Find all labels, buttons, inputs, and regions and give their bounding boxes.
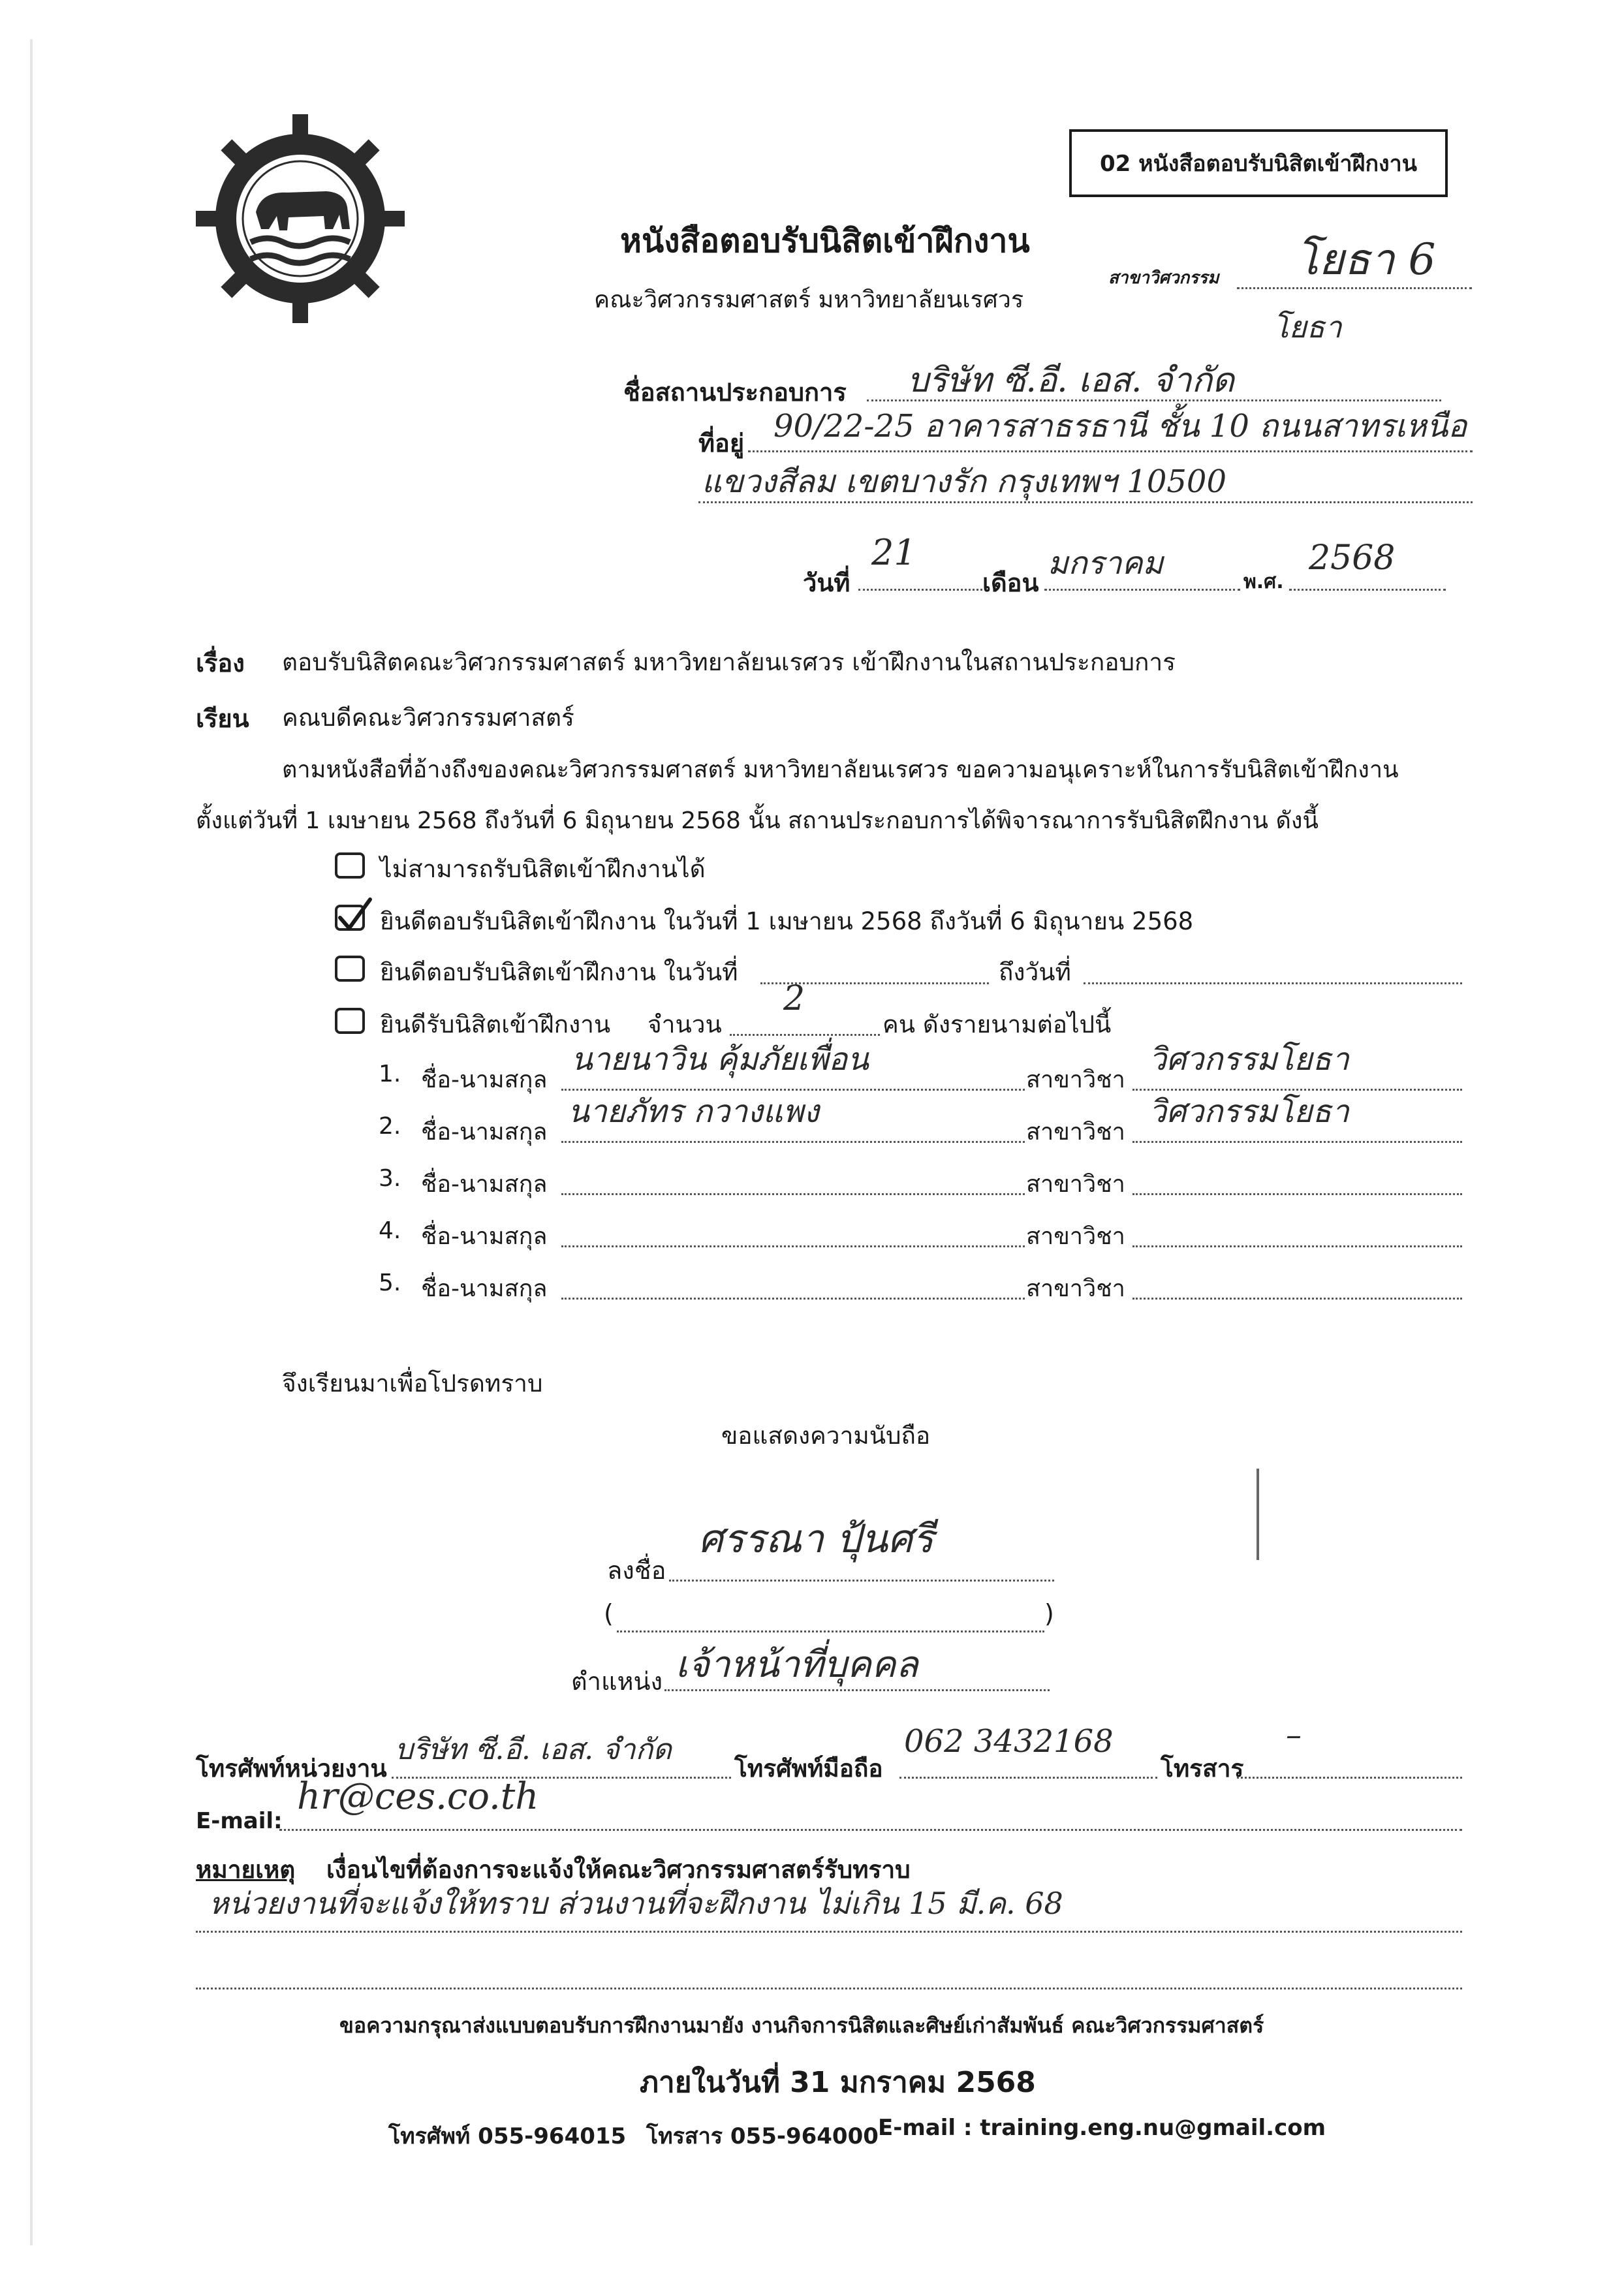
student-5-major-label: สาขาวิชา — [1026, 1275, 1125, 1302]
note-text: เงื่อนไขที่ต้องการจะแจ้งให้คณะวิศวกรรมศาสตร์รับทราบ — [326, 1856, 911, 1884]
option-1-label: ไม่สามารถรับนิสิตเข้าฝึกงานได้ — [380, 855, 706, 883]
footer-phone: โทรศัพท์ 055-964015 — [388, 2123, 627, 2149]
mobile-value: 062 3432168 — [904, 1723, 1114, 1760]
note-label: หมายเหตุ — [196, 1856, 296, 1884]
email-value: hr@ces.co.th — [297, 1775, 539, 1818]
footer-email: E-mail : training.eng.nu@gmail.com — [878, 2115, 1326, 2141]
option-1-checkbox[interactable] — [335, 852, 365, 879]
student-5-no: 5. — [379, 1270, 401, 1296]
footer-deadline: ภายในวันที่ 31 มกราคม 2568 — [640, 2066, 1036, 2099]
scan-edge — [30, 39, 33, 2245]
student-4-no: 4. — [379, 1217, 401, 1244]
position-label: ตำแหน่ง — [571, 1667, 663, 1696]
company-label: ชื่อสถานประกอบการ — [623, 378, 847, 407]
student-5-name-dotline — [561, 1298, 1025, 1300]
regards-text: ขอแสดงความนับถือ — [721, 1422, 931, 1450]
doc-code-box — [1069, 129, 1448, 197]
date-month-dotline — [1044, 589, 1240, 591]
date-year: 2568 — [1309, 538, 1396, 578]
footer-fax: โทรสาร 055-964000 — [646, 2123, 879, 2149]
student-5-name-label: ชื่อ-นามสกุล — [421, 1275, 548, 1302]
signature-dotline — [669, 1580, 1054, 1582]
student-1-major-label: สาขาวิชา — [1026, 1067, 1125, 1093]
option-3-end-dotline — [1084, 982, 1462, 984]
student-1-name: นายนาวิน คุ้มภัยเพื่อน — [571, 1041, 869, 1078]
org-phone-value: บริษัท ซี.อี. เอส. จำกัด — [395, 1733, 672, 1766]
body-line-2: ตั้งแต่วันที่ 1 เมษายน 2568 ถึงวันที่ 6 มิถุนายน 2568 นั้น สถานประกอบการได้พิจารณาการรับนิสิตฝึกงาน ดังนี้ — [196, 807, 1319, 834]
email-label: E-mail: — [196, 1808, 283, 1834]
body-line-1: ตามหนังสือที่อ้างถึงของคณะวิศวกรรมศาสตร์ มหาวิทยาลัยนเรศวร ขอความอนุเคราะห์ในการรับนิสิตเข้าฝึกงาน — [282, 757, 1399, 783]
option-2-checkbox[interactable] — [335, 905, 365, 931]
note-dotline-2 — [196, 1988, 1462, 1989]
email-dotline — [279, 1829, 1462, 1831]
footer-line-1: ขอความกรุณาส่งแบบตอบรับการฝึกงานมายัง งานกิจการนิสิตและศิษย์เก่าสัมพันธ์ คณะวิศวกรรมศาสตร์ — [339, 2013, 1264, 2038]
date-year-label: พ.ศ. — [1243, 570, 1284, 593]
page-title: หนังสือตอบรับนิสิตเข้าฝึกงาน — [620, 222, 1030, 260]
doc-code: 02 หนังสือตอบรับนิสิตเข้าฝึกงาน — [1100, 151, 1417, 177]
date-month: มกราคม — [1048, 545, 1164, 582]
date-day: 21 — [871, 532, 916, 573]
student-3-no: 3. — [379, 1165, 401, 1192]
option-3-end-label: ถึงวันที่ — [999, 958, 1071, 986]
position-value: เจ้าหน้าที่บุคคล — [676, 1644, 918, 1686]
date-day-dotline — [858, 589, 982, 591]
student-2-name-label: ชื่อ-นามสกุล — [421, 1119, 548, 1146]
signature-paren-open: ( — [604, 1599, 614, 1628]
student-2-name-dotline — [561, 1141, 1025, 1143]
option-4-checkbox[interactable] — [335, 1008, 365, 1034]
to-text: คณบดีคณะวิศวกรรมศาสตร์ — [282, 704, 574, 732]
fax-dotline — [1237, 1777, 1462, 1779]
date-day-label: วันที่ — [803, 569, 851, 597]
student-3-major-label: สาขาวิชา — [1026, 1171, 1125, 1198]
checkmark-icon — [335, 897, 374, 936]
signature-label: ลงชื่อ — [607, 1556, 666, 1585]
student-3-major-dotline — [1132, 1193, 1462, 1195]
option-4-label: ยินดีรับนิสิตเข้าฝึกงาน — [380, 1010, 611, 1038]
page-subtitle: คณะวิศวกรรมศาสตร์ มหาวิทยาลัยนเรศวร — [594, 287, 1024, 313]
closing-text: จึงเรียนมาเพื่อโปรดทราบ — [282, 1369, 543, 1397]
student-3-name-dotline — [561, 1193, 1025, 1195]
address-label: ที่อยู่ — [698, 429, 745, 458]
address-line-2: แขวงสีลม เขตบางรัก กรุงเทพฯ 10500 — [702, 463, 1226, 500]
org-phone-label: โทรศัพท์หน่วยงาน — [196, 1755, 387, 1783]
signature-paren-close: ) — [1044, 1599, 1054, 1628]
fax-label: โทรสาร — [1161, 1755, 1244, 1783]
mobile-dotline — [899, 1777, 1157, 1779]
student-5-major-dotline — [1132, 1298, 1462, 1300]
mobile-label: โทรศัพท์มือถือ — [734, 1755, 883, 1783]
student-4-major-label: สาขาวิชา — [1026, 1223, 1125, 1250]
student-1-name-label: ชื่อ-นามสกุล — [421, 1067, 548, 1093]
student-2-major-dotline — [1132, 1141, 1462, 1143]
option-4-unit: คน ดังรายนามต่อไปนี้ — [882, 1010, 1112, 1038]
student-2-major: วิศวกรรมโยธา — [1149, 1093, 1349, 1130]
signature-name-dotline — [617, 1630, 1044, 1632]
student-2-no: 2. — [379, 1113, 401, 1140]
option-2-label: ยินดีตอบรับนิสิตเข้าฝึกงาน ในวันที่ 1 เมษายน 2568 ถึงวันที่ 6 มิถุนายน 2568 — [380, 907, 1194, 935]
address-line-1: 90/22-25 อาคารสาธรธานี ชั้น 10 ถนนสาทรเหนือ — [773, 408, 1467, 445]
note-dotline-1 — [196, 1931, 1462, 1933]
student-3-name-label: ชื่อ-นามสกุล — [421, 1171, 548, 1198]
major-label: สาขาวิศวกรรม — [1108, 268, 1219, 288]
student-1-no: 1. — [379, 1061, 401, 1087]
student-1-major: วิศวกรรมโยธา — [1149, 1041, 1349, 1078]
option-4-count-label: จำนวน — [648, 1010, 722, 1038]
option-4-count: 2 — [783, 979, 805, 1018]
student-2-name: นายภัทร กวางแพง — [568, 1093, 819, 1130]
major-value-2: โยธา — [1273, 309, 1342, 345]
subject-label: เรื่อง — [196, 649, 245, 678]
student-2-major-label: สาขาวิชา — [1026, 1119, 1125, 1146]
note-value: หน่วยงานที่จะแจ้งให้ทราบ ส่วนงานที่จะฝึกงาน ไม่เกิน 15 มี.ค. 68 — [209, 1886, 1063, 1921]
scan-mark — [1257, 1469, 1259, 1560]
date-month-label: เดือน — [982, 569, 1039, 597]
faculty-logo — [196, 114, 405, 323]
option-3-label: ยินดีตอบรับนิสิตเข้าฝึกงาน ในวันที่ — [380, 958, 738, 986]
subject-text: ตอบรับนิสิตคณะวิศวกรรมศาสตร์ มหาวิทยาลัยนเรศวร เข้าฝึกงานในสถานประกอบการ — [282, 648, 1176, 676]
to-label: เรียน — [196, 704, 249, 733]
student-4-name-dotline — [561, 1245, 1025, 1247]
option-3-checkbox[interactable] — [335, 956, 365, 982]
company-value: บริษัท ซี.อี. เอส. จำกัด — [907, 361, 1234, 400]
fax-value: – — [1286, 1717, 1302, 1753]
student-4-name-label: ชื่อ-นามสกุล — [421, 1223, 548, 1250]
faculty-logo-graphic — [196, 114, 405, 323]
major-value-1: โยธา 6 — [1296, 234, 1436, 285]
signature-value: ศรรณา ปุ้นศรี — [698, 1516, 934, 1562]
student-4-major-dotline — [1132, 1245, 1462, 1247]
date-year-dotline — [1289, 589, 1446, 591]
